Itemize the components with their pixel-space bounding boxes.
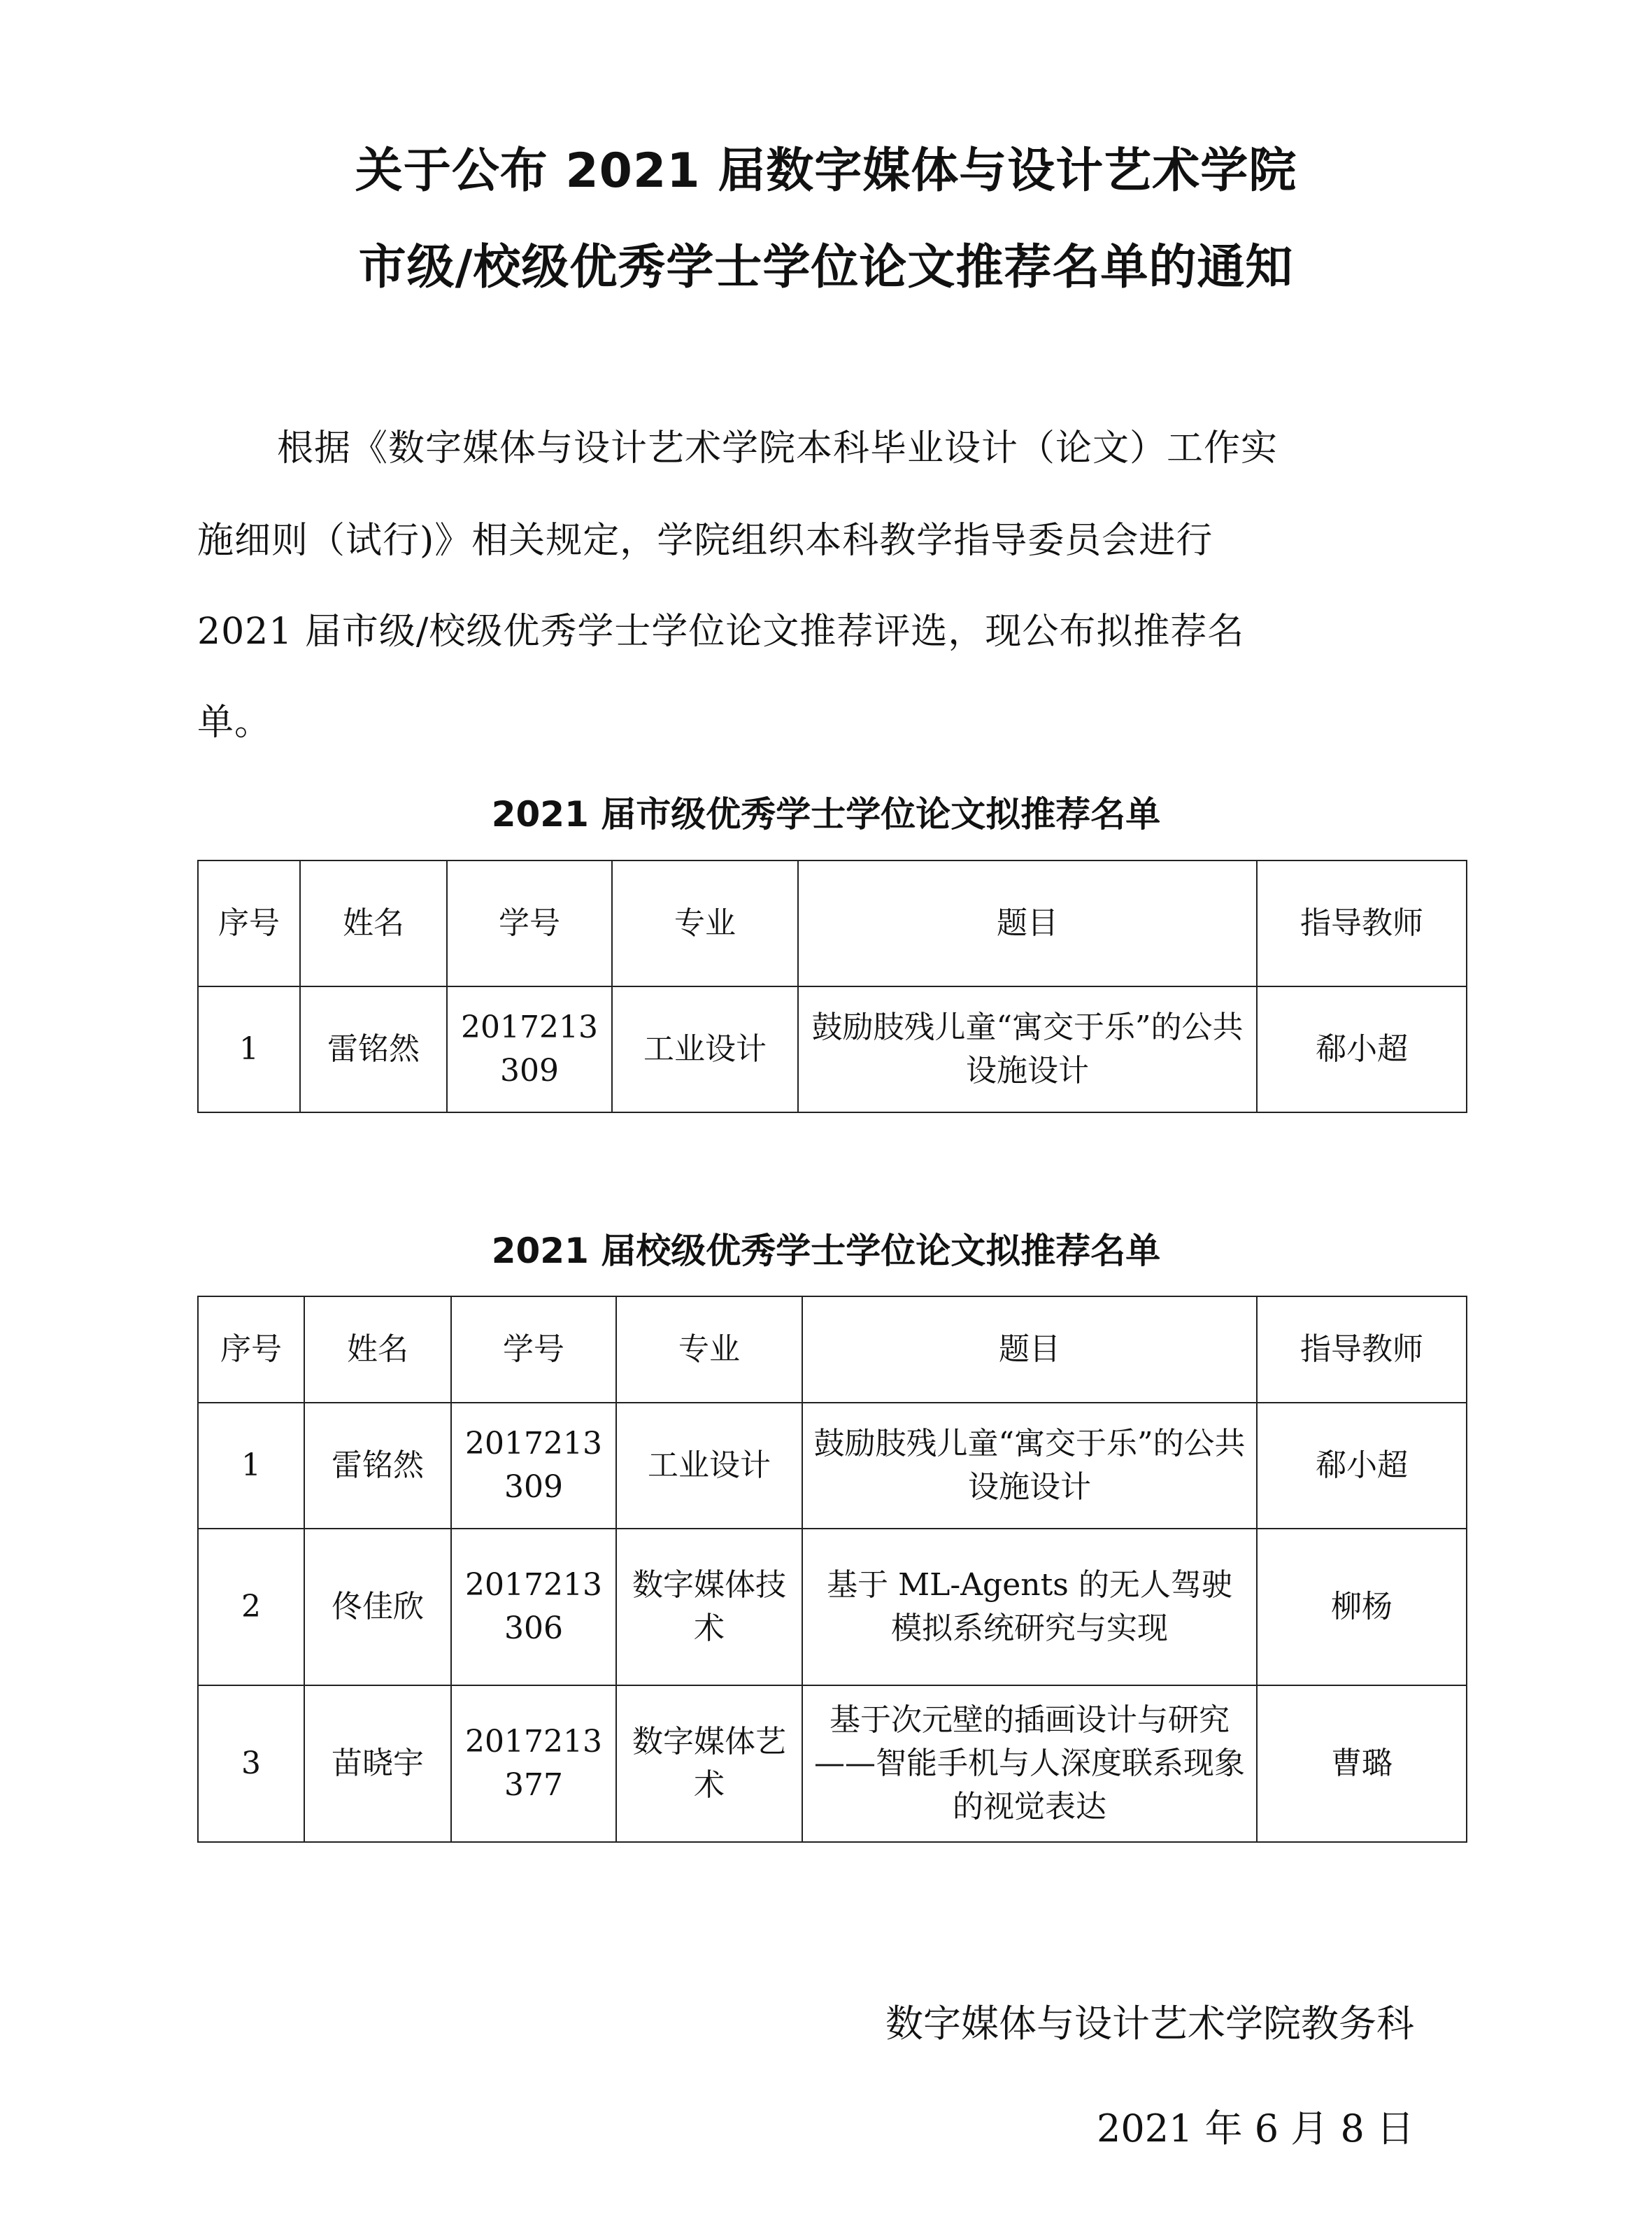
table-header-row [198,1296,1467,1403]
table-row [198,1403,1467,1529]
paragraph-line-3: 2021 届市级/校级优秀学士学位论文推荐评选，现公布拟推荐名 [197,611,1245,653]
cell-no: 3 [198,1685,304,1842]
header-major: 专业 [616,1296,802,1403]
cell-advisor: 曹璐 [1257,1685,1467,1842]
header-major: 专业 [612,860,798,986]
table-header-row [198,860,1467,986]
document-title-line-1: 关于公布 2021 届数字媒体与设计艺术学院 [355,143,1297,199]
cell-student-id: 2017213377 [451,1685,616,1842]
cell-student-id: 2017213309 [447,986,612,1112]
header-name: 姓名 [300,860,447,986]
school-recommendation-table [197,1296,1467,1843]
cell-major: 工业设计 [616,1403,802,1529]
table-row [198,986,1467,1112]
issuing-department: 数字媒体与设计艺术学院教务科 [885,2002,1414,2046]
cell-no: 1 [198,1403,304,1529]
cell-topic: 鼓励肢残儿童“寓交于乐”的公共设施设计 [802,1403,1257,1529]
header-advisor: 指导教师 [1257,860,1467,986]
paragraph-line-4: 单。 [197,702,272,744]
cell-no: 1 [198,986,300,1112]
cell-no: 2 [198,1529,304,1685]
cell-name: 雷铭然 [300,986,447,1112]
city-table-title: 2021 届市级优秀学士学位论文拟推荐名单 [491,794,1161,835]
cell-advisor: 郗小超 [1257,1403,1467,1529]
paragraph-line-1: 根据《数字媒体与设计艺术学院本科毕业设计（论文）工作实 [277,427,1279,469]
cell-name: 佟佳欣 [304,1529,451,1685]
table-row [198,1529,1467,1685]
header-topic: 题目 [802,1296,1257,1403]
header-no: 序号 [198,1296,304,1403]
header-name: 姓名 [304,1296,451,1403]
table-row [198,1685,1467,1842]
cell-advisor: 郗小超 [1257,986,1467,1112]
cell-student-id: 2017213309 [451,1403,616,1529]
cell-topic: 鼓励肢残儿童“寓交于乐”的公共设施设计 [798,986,1257,1112]
city-recommendation-table [197,860,1467,1113]
cell-major: 数字媒体艺术 [616,1685,802,1842]
issue-date: 2021 年 6 月 8 日 [1097,2106,1414,2151]
header-no: 序号 [198,860,300,986]
cell-student-id: 2017213306 [451,1529,616,1685]
cell-advisor: 柳杨 [1257,1529,1467,1685]
cell-topic: 基于 ML-Agents 的无人驾驶模拟系统研究与实现 [802,1529,1257,1685]
header-topic: 题目 [798,860,1257,986]
cell-major: 数字媒体技术 [616,1529,802,1685]
cell-major: 工业设计 [612,986,798,1112]
document-title-line-2: 市级/校级优秀学士学位论文推荐名单的通知 [358,240,1294,295]
cell-name: 苗晓宇 [304,1685,451,1842]
school-table-title: 2021 届校级优秀学士学位论文拟推荐名单 [491,1231,1161,1271]
paragraph-line-2: 施细则（试行)》相关规定，学院组织本科教学指导委员会进行 [197,520,1213,562]
cell-name: 雷铭然 [304,1403,451,1529]
header-student-id: 学号 [447,860,612,986]
header-student-id: 学号 [451,1296,616,1403]
cell-topic: 基于次元壁的插画设计与研究——智能手机与人深度联系现象的视觉表达 [802,1685,1257,1842]
header-advisor: 指导教师 [1257,1296,1467,1403]
